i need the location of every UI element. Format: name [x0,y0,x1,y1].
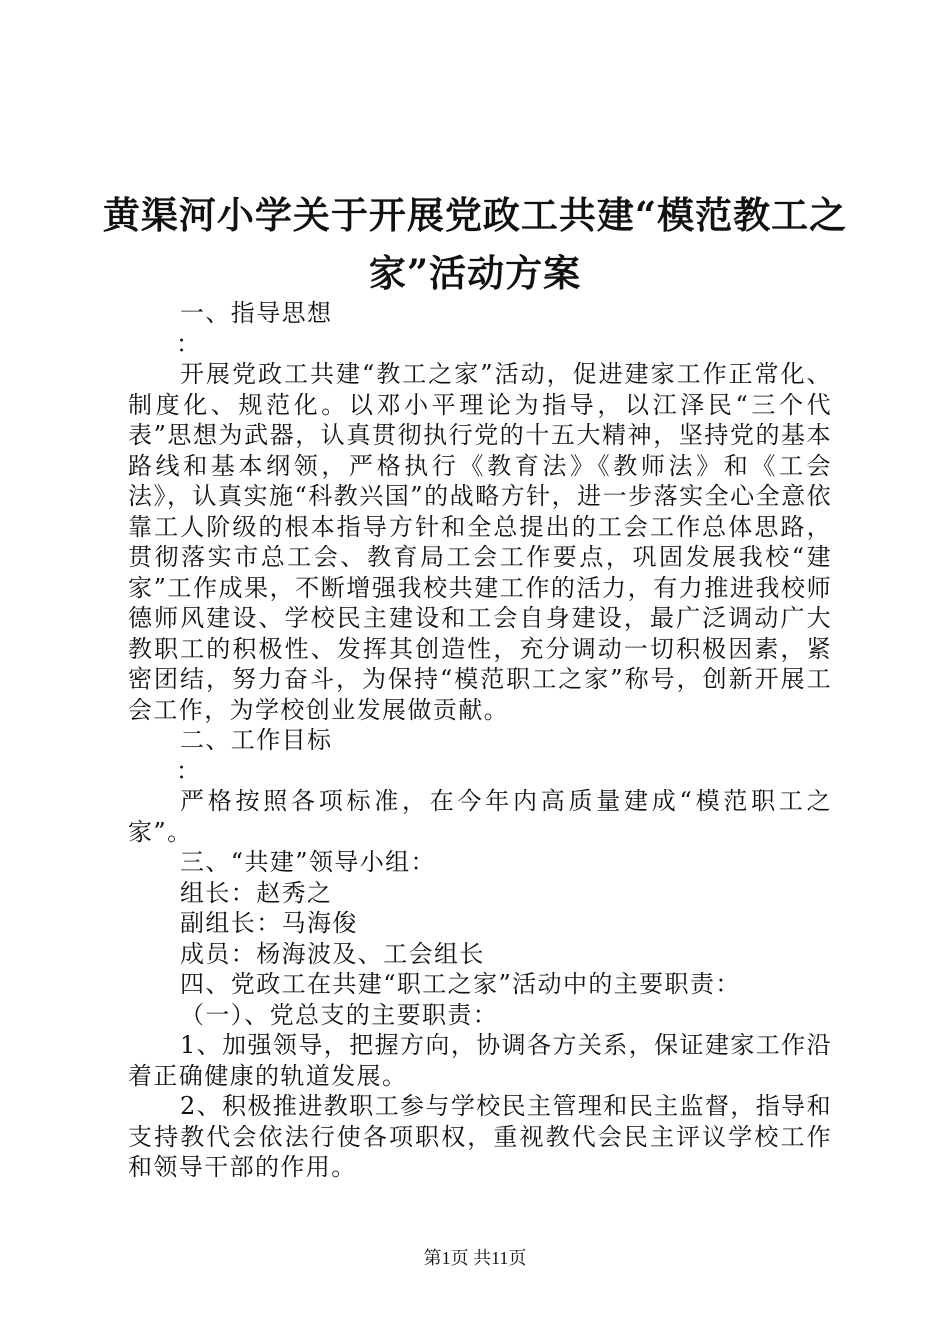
page-number-footer: 第1页 共11页 [423,1248,527,1268]
members-line: 成员：杨海波及、工会组长 [180,939,485,968]
deputy-leader-line: 副组长：马海俊 [180,909,358,937]
paragraph-guiding-ideology: 开展党政工共建“教工之家”活动，促进建家工作正常化、制度化、规范化。以邓小平理论为指导，以江泽民“三个代表”思想为武器，认真贯彻执行党的十五大精神，坚持党的基本路线和基本纲领，严格执行《教育法》《教师法》和《工会法》，认真实施“科教兴国”的战略方针，进一步落实全心全意依靠工人阶级的根本指导方针和全总提出的工会工作总体思路，贯彻落实市总工会、教育局工会工作要点，巩固发展我校“建家”工作成果，不断增强我校共建工作的活力，有力推进我校师德师风建设、学校民主建设和工会自身建设，最广泛调动广大教职工的积极性、发挥其创造性，充分调动一切积极因素，紧密团结，努力奋斗，为保持“模范职工之家”称号，创新开展工会工作，为学校创业发展做贡献。 [128,360,832,724]
section-heading-leadership-group: 三、“共建”领导小组： [180,848,436,876]
section-heading-work-goal: 二、工作目标 [180,726,333,754]
colon-mark: ： [176,756,202,785]
subsection-heading-party-branch: （一）、党总支的主要职责： [180,1000,499,1029]
section-heading-guiding-ideology: 一、指导思想 [180,299,333,327]
colon-mark: ： [176,329,202,358]
document-title: 黄渠河小学关于开展党政工共建“模范教工之家”活动方案 [102,193,848,295]
list-item-duty-2: 2、积极推进教职工参与学校民主管理和民主监督，指导和支持教代会依法行使各项职权，重视教代会民主评议学校工作和领导干部的作用。 [128,1092,832,1181]
leader-line: 组长：赵秀之 [180,878,333,907]
paragraph-work-goal: 严格按照各项标准，在今年内高质量建成“模范职工之家”。 [128,787,832,846]
section-heading-duties: 四、党政工在共建“职工之家”活动中的主要职责： [180,970,741,998]
document-body [128,298,832,1183]
list-item-duty-1: 1、加强领导，把握方向，协调各方关系，保证建家工作沿着正确健康的轨道发展。 [128,1031,832,1090]
